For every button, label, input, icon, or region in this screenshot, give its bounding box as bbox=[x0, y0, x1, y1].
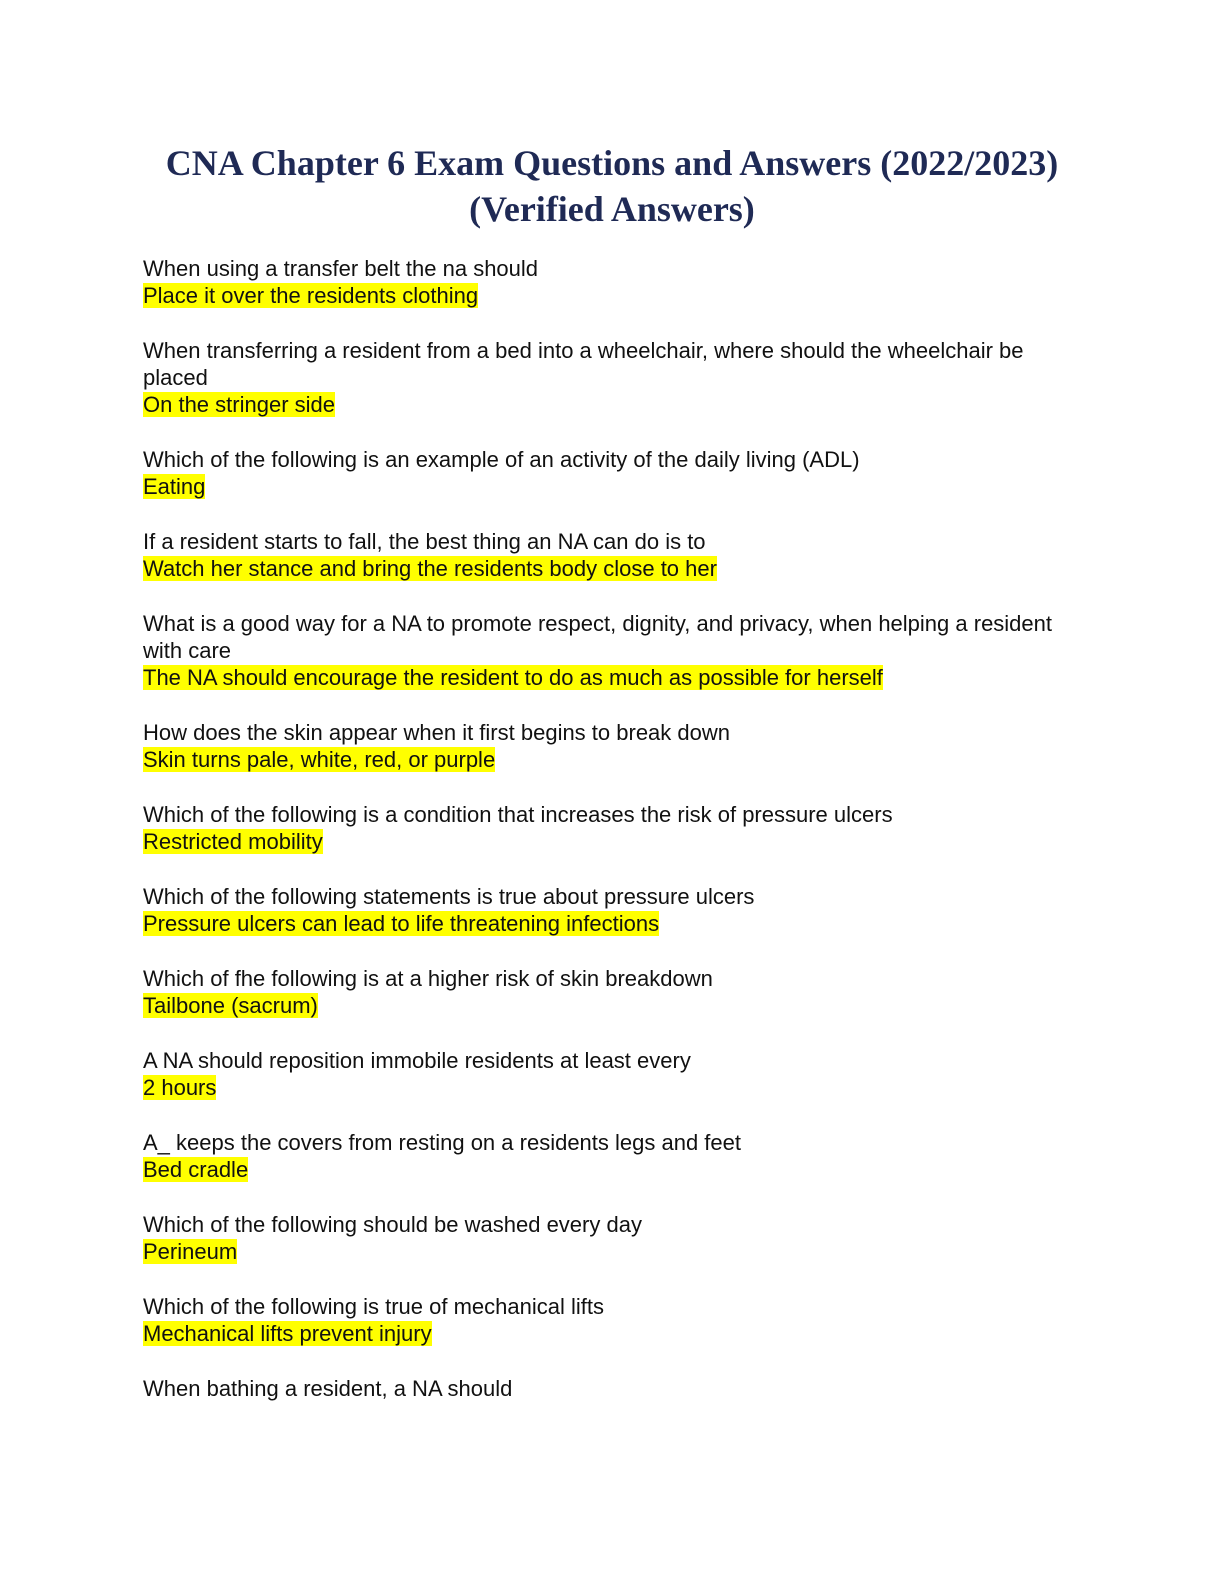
qa-item bbox=[143, 1211, 1083, 1265]
answer-highlight: Perineum bbox=[143, 1239, 238, 1264]
qa-item bbox=[143, 446, 1083, 500]
answer-highlight: Bed cradle bbox=[143, 1157, 249, 1182]
question-text: Which of the following is a condition that increases the risk of pressure ulcers bbox=[143, 802, 893, 827]
answer-highlight: The NA should encourage the resident to do as much as possible for herself bbox=[143, 665, 883, 690]
question-text: Which of the following statements is true about pressure ulcers bbox=[143, 884, 755, 909]
qa-item bbox=[143, 528, 1083, 582]
qa-item bbox=[143, 883, 1083, 937]
qa-item bbox=[143, 1293, 1083, 1347]
qa-item bbox=[143, 610, 1083, 691]
answer-highlight: Skin turns pale, white, red, or purple bbox=[143, 747, 496, 772]
question-text: A_ keeps the covers from resting on a residents legs and feet bbox=[143, 1130, 741, 1155]
answer-highlight: Pressure ulcers can lead to life threatening infections bbox=[143, 911, 660, 936]
title-line-1: CNA Chapter 6 Exam Questions and Answers (2022/2023) bbox=[165, 143, 1059, 183]
answer-highlight: Tailbone (sacrum) bbox=[143, 993, 318, 1018]
qa-item bbox=[143, 1129, 1083, 1183]
question-text: How does the skin appear when it first begins to break down bbox=[143, 720, 730, 745]
answer-highlight: Place it over the residents clothing bbox=[143, 283, 479, 308]
answer-highlight: Restricted mobility bbox=[143, 829, 323, 854]
qa-item bbox=[143, 719, 1083, 773]
question-text: When bathing a resident, a NA should bbox=[143, 1376, 513, 1401]
qa-item bbox=[143, 337, 1083, 418]
question-text: Which of the following is true of mechanical lifts bbox=[143, 1294, 604, 1319]
answer-highlight: On the stringer side bbox=[143, 392, 335, 417]
document-title bbox=[0, 140, 1224, 232]
question-text: Which of the following is an example of an activity of the daily living (ADL) bbox=[143, 447, 860, 472]
answer-highlight: Mechanical lifts prevent injury bbox=[143, 1321, 432, 1346]
qa-list bbox=[143, 255, 1083, 1430]
qa-item bbox=[143, 965, 1083, 1019]
qa-item bbox=[143, 255, 1083, 309]
qa-item bbox=[143, 801, 1083, 855]
question-text: When transferring a resident from a bed into a wheelchair, where should the wheelchair be placed bbox=[143, 338, 1024, 390]
title-line-2: (Verified Answers) bbox=[469, 189, 755, 229]
question-text: Which of fhe following is at a higher risk of skin breakdown bbox=[143, 966, 713, 991]
answer-highlight: Eating bbox=[143, 474, 206, 499]
question-text: Which of the following should be washed every day bbox=[143, 1212, 642, 1237]
qa-item bbox=[143, 1047, 1083, 1101]
answer-highlight: 2 hours bbox=[143, 1075, 217, 1100]
question-text: When using a transfer belt the na should bbox=[143, 256, 539, 281]
question-text: A NA should reposition immobile residents at least every bbox=[143, 1048, 691, 1073]
question-text: If a resident starts to fall, the best thing an NA can do is to bbox=[143, 529, 706, 554]
qa-item bbox=[143, 1375, 1083, 1402]
answer-highlight: Watch her stance and bring the residents body close to her bbox=[143, 556, 717, 581]
question-text: What is a good way for a NA to promote respect, dignity, and privacy, when helping a resident with care bbox=[143, 611, 1053, 663]
